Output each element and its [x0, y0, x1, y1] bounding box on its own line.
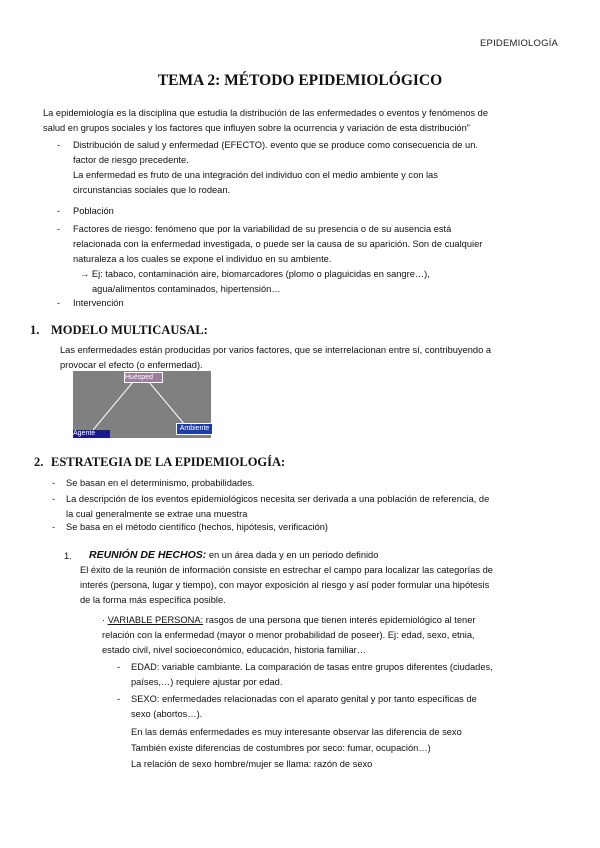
strategy-bullet: Se basa en el método científico (hechos, hipótesis, verificación)	[66, 522, 329, 532]
intro-line: La epidemiología es la disciplina que estudia la distribución de las enfermedades o eventos y fenómenos de	[43, 108, 488, 118]
text-line: países,…) requiere ajustar por edad.	[131, 677, 283, 687]
subsection-heading	[89, 548, 569, 563]
variable-label: VARIABLE PERSONA:	[107, 615, 204, 625]
node-agente: Agente	[73, 430, 110, 438]
page-header: EPIDEMIOLOGÍA	[480, 38, 559, 49]
dash: -	[52, 494, 56, 504]
text-line: factor de riesgo precedente.	[73, 155, 189, 165]
text-line: circunstancias sociales que lo rodean.	[73, 185, 231, 195]
text-line: relación con la enfermedad (mayor o menor probabilidad de poseer). Ej: edad, sexo, etnia,	[102, 630, 475, 640]
text-line: → Ej: tabaco, contaminación aire, biomarcadores (plomo o plaguicidas en sangre…),	[80, 269, 430, 279]
text-line: La descripción de los eventos epidemiológicos necesita ser derivada a una población de referencia, de	[66, 494, 490, 504]
text-line: Las enfermedades están producidas por varios factores, que se interrelacionan entre sí, contribuyendo a	[60, 345, 492, 355]
section-1-text	[60, 343, 570, 373]
dash: -	[57, 298, 61, 308]
text-line: agua/alimentos contaminados, hipertensión…	[92, 284, 281, 294]
variable-persona	[102, 613, 572, 658]
heading-rest: en un área dada y en un periodo definido	[206, 550, 379, 560]
text-line: la cual generalmente se extrae una muestra	[66, 509, 248, 519]
text-line: provocar el efecto (o enfermedad).	[60, 360, 203, 370]
text-line: En las demás enfermedades es muy interesante observar las diferencia de sexo	[131, 727, 462, 737]
strategy-bullet	[66, 492, 566, 522]
text-line: También existe diferencias de costumbres por seco: fumar, ocupación…)	[131, 743, 431, 753]
bullet-factores	[73, 222, 563, 267]
sexo-more	[131, 724, 571, 772]
variable-first-line	[102, 613, 572, 628]
text-line: naturaleza a los cuales se expone el individuo en su ambiente.	[73, 254, 332, 264]
section-2-number: 2.	[34, 455, 44, 469]
text-line: La enfermedad es fruto de una integración del individuo con el medio ambiente y con las	[73, 170, 438, 180]
text-line: La relación de sexo hombre/mujer se llama: razón de sexo	[131, 759, 373, 769]
text-line: relacionada con la enfermedad investigada, o puede ser la causa de su aparición. Son de cualquier	[73, 239, 483, 249]
node-huesped: Huésped	[124, 372, 163, 383]
sexo-bullet	[131, 692, 571, 722]
section-1-title: MODELO MULTICAUSAL:	[51, 323, 208, 337]
dash: -	[57, 140, 61, 150]
section-1-number: 1.	[30, 323, 40, 337]
text-line: Factores de riesgo: fenómeno que por la variabilidad de su presencia o de su ausencia está	[73, 224, 452, 234]
text-line: estado civil, nivel socioeconómico, educación, historia familiar…	[102, 645, 367, 655]
text-line: EDAD: variable cambiante. La comparación de tasas entre grupos diferentes (ciudades,	[131, 662, 493, 672]
subsection-text	[80, 563, 580, 608]
text-line: El éxito de la reunión de información consiste en estrechar el campo para localizar las categorías de	[80, 565, 493, 575]
dash: -	[52, 478, 56, 488]
multicausal-diagram	[73, 371, 211, 438]
subsection-number: 1.	[64, 551, 72, 561]
bullet-distribution-note	[73, 168, 553, 198]
bullet-intervencion: Intervención	[73, 298, 124, 308]
section-2-title: ESTRATEGIA DE LA EPIDEMIOLOGÍA:	[51, 455, 286, 469]
variable-rest: rasgos de una persona que tienen interés epidemiológico al tener	[203, 615, 476, 625]
text-line: sexo (abortos…).	[131, 709, 203, 719]
node-ambiente: Ambiente	[176, 423, 213, 435]
prefix: ·	[102, 615, 108, 625]
text-line: interés (persona, lugar y tiempo), con mayor exposición al riesgo y así poder formular una hipótesis	[80, 580, 490, 590]
text-line: Distribución de salud y enfermedad (EFECTO). evento que se produce como consecuencia de un.	[73, 140, 478, 150]
dash: -	[117, 662, 121, 672]
edad-bullet	[131, 660, 571, 690]
page-title: TEMA 2: MÉTODO EPIDEMIOLÓGICO	[157, 72, 443, 89]
bullet-poblacion: Población	[73, 206, 114, 216]
bullet-distribution	[73, 138, 553, 168]
strategy-bullet: Se basan en el determinismo, probabilidades.	[66, 478, 255, 488]
text-line: de la forma más específica posible.	[80, 595, 226, 605]
factores-example	[80, 267, 560, 297]
dash: -	[57, 224, 61, 234]
dash: -	[52, 522, 56, 532]
dash: -	[57, 206, 61, 216]
heading-reunion: REUNIÓN DE HECHOS:	[89, 549, 207, 561]
dash: -	[117, 694, 121, 704]
intro-line: salud en grupos sociales y los factores que influyen sobre la ocurrencia y variación de esta distribución”	[43, 123, 470, 133]
intro-paragraph	[43, 106, 563, 136]
text-line: SEXO: enfermedades relacionadas con el aparato genital y por tanto específicas de	[131, 694, 477, 704]
